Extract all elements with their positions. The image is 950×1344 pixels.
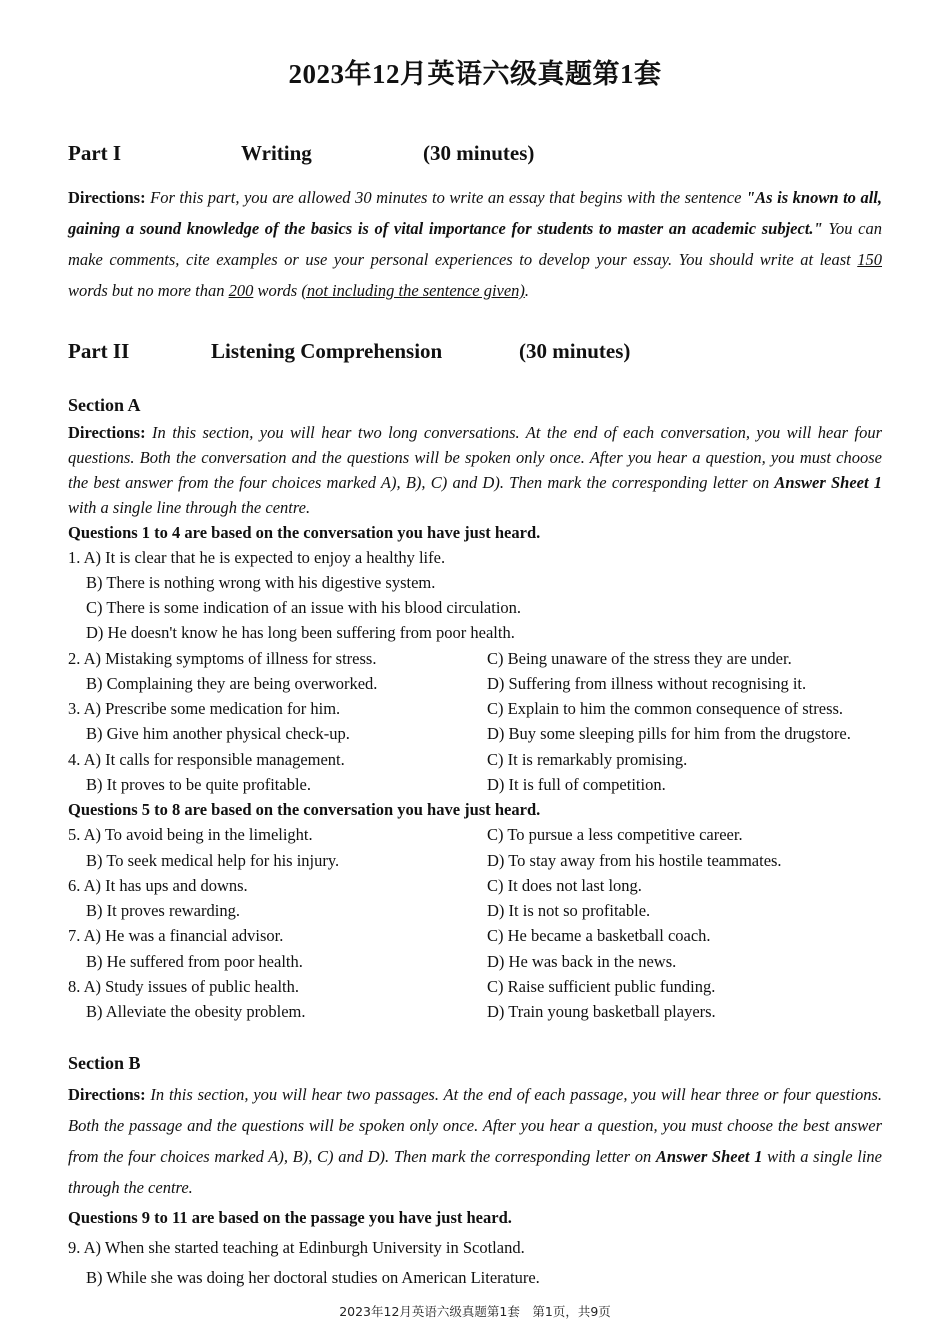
question-group-9-11: Questions 9 to 11 are based on the passage you have just heard. — [68, 1208, 512, 1227]
section-b-directions — [68, 1079, 882, 1203]
part1-dir-text-c: words but no more than — [68, 281, 229, 300]
section-a-title: Section A — [68, 395, 141, 415]
q2-option-d: D) Suffering from illness without recognising it. — [487, 674, 807, 693]
q1-option-a: 1. A) It is clear that he is expected to enjoy a healthy life. — [68, 548, 446, 567]
q6-option-b: B) It proves rewarding. — [86, 901, 240, 920]
word-count-note: (not including the sentence given) — [301, 281, 525, 300]
section-b-dir-text-a: In this section, you will hear two passages. At the end of each passage, you will hear three or four questions. Both the passage and the questions will be spoken only once. After you hear a question, you must choose the best answer from the four choices marked A), B), C) and D). Then mark the corresponding letter on — [68, 1085, 882, 1166]
section-a-directions-label: Directions: — [68, 423, 146, 442]
part1-dir-end: . — [524, 281, 530, 300]
q2-option-b: B) Complaining they are being overworked. — [86, 674, 378, 693]
q7-option-d: D) He was back in the news. — [487, 952, 677, 971]
q2-option-c: C) Being unaware of the stress they are under. — [487, 649, 792, 668]
q8-option-c: C) Raise sufficient public funding. — [487, 977, 716, 996]
part2-time: (30 minutes) — [519, 339, 631, 363]
q7-option-c: C) He became a basketball coach. — [487, 926, 711, 945]
section-b-title: Section B — [68, 1053, 141, 1073]
section-b-answer-sheet: Answer Sheet 1 — [655, 1147, 763, 1166]
part2-number: Part II — [68, 339, 130, 363]
q4-option-c: C) It is remarkably promising. — [487, 750, 688, 769]
q8-option-a: 8. A) Study issues of public health. — [68, 977, 299, 996]
q9-option-a: 9. A) When she started teaching at Edinburgh University in Scotland. — [68, 1238, 525, 1257]
q3-option-d: D) Buy some sleeping pills for him from the drugstore. — [487, 724, 851, 743]
q5-option-c: C) To pursue a less competitive career. — [487, 825, 743, 844]
min-words: 150 — [857, 250, 882, 269]
q1-option-d: D) He doesn't know he has long been suffering from poor health. — [86, 623, 515, 642]
part1-dir-text-d: words — [253, 281, 302, 300]
part1-dir-text-a: For this part, you are allowed 30 minutes to write an essay that begins with the sentence — [145, 188, 746, 207]
q4-option-d: D) It is full of competition. — [487, 775, 666, 794]
q7-option-b: B) He suffered from poor health. — [86, 952, 303, 971]
q4-option-b: B) It proves to be quite profitable. — [86, 775, 311, 794]
part1-number: Part I — [68, 141, 122, 165]
q5-option-a: 5. A) To avoid being in the limelight. — [68, 825, 313, 844]
q6-option-c: C) It does not last long. — [487, 876, 642, 895]
page-footer: 2023年12月英语六级真题第1套 第1页，共9页 — [339, 1304, 611, 1319]
part1-dir-text-b: You can make comments, cite examples or use your personal experiences to develop your essay. You should write at least — [68, 219, 882, 269]
part1-directions — [68, 182, 882, 306]
section-b-directions-label: Directions: — [68, 1085, 146, 1104]
q8-option-d: D) Train young basketball players. — [487, 1002, 716, 1021]
q5-option-b: B) To seek medical help for his injury. — [86, 851, 340, 870]
q3-option-a: 3. A) Prescribe some medication for him. — [68, 699, 341, 718]
page-title: 2023年12月英语六级真题第1套 — [288, 59, 662, 89]
q1-option-c: C) There is some indication of an issue with his blood circulation. — [86, 598, 522, 617]
q7-option-a: 7. A) He was a financial advisor. — [68, 926, 284, 945]
q6-option-d: D) It is not so profitable. — [487, 901, 651, 920]
max-words: 200 — [228, 281, 254, 300]
q1-option-b: B) There is nothing wrong with his digestive system. — [86, 573, 436, 592]
q4-option-a: 4. A) It calls for responsible management. — [68, 750, 345, 769]
question-group-1-4: Questions 1 to 4 are based on the conversation you have just heard. — [68, 523, 541, 542]
q2-option-a: 2. A) Mistaking symptoms of illness for stress. — [68, 649, 377, 668]
q8-option-b: B) Alleviate the obesity problem. — [86, 1002, 306, 1021]
section-a-dir-text-b: with a single line through the centre. — [68, 498, 311, 517]
section-a-dir-text-a: In this section, you will hear two long conversations. At the end of each conversation, you will hear four questions. Both the conversation and the questions will be spoken only once. After you hear a question, you must choose the best answer from the four choices marked A), B), C) and D). Then mark the corresponding letter on — [68, 423, 882, 492]
section-a-answer-sheet: Answer Sheet 1 — [774, 473, 883, 492]
question-group-5-8: Questions 5 to 8 are based on the conversation you have just heard. — [68, 800, 541, 819]
q3-option-c: C) Explain to him the common consequence of stress. — [487, 699, 844, 718]
q6-option-a: 6. A) It has ups and downs. — [68, 876, 248, 895]
part1-name: Writing — [241, 141, 312, 165]
q9-option-b: B) While she was doing her doctoral studies on American Literature. — [86, 1268, 540, 1287]
essay-opening-sentence: "As is known to all, gaining a sound knowledge of the basics is of vital importance for students to master an academic subject." — [68, 188, 882, 238]
part1-directions-label: Directions: — [68, 188, 146, 207]
q3-option-b: B) Give him another physical check-up. — [86, 724, 350, 743]
section-a-directions — [68, 420, 882, 520]
part2-name: Listening Comprehension — [211, 339, 443, 363]
section-b-dir-text-b: with a single line through the centre. — [68, 1147, 882, 1197]
q5-option-d: D) To stay away from his hostile teammates. — [487, 851, 782, 870]
part1-time: (30 minutes) — [423, 141, 535, 165]
